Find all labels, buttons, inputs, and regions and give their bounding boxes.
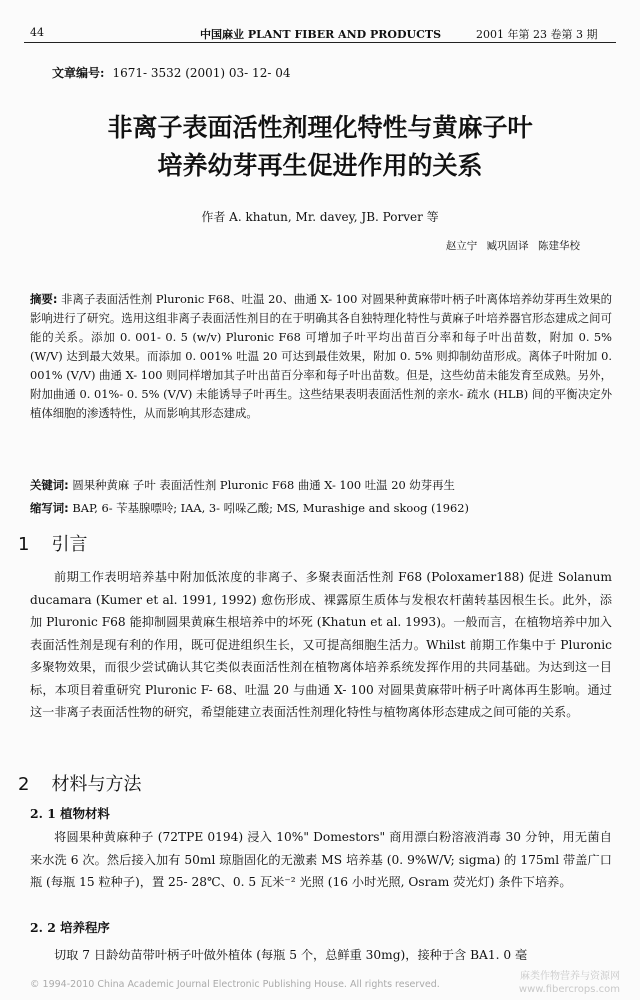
header-rule <box>24 42 616 43</box>
watermark-line-1: 麻类作物营养与资源网 <box>520 971 620 982</box>
section-1-paragraph: 前期工作表明培养基中附加低浓度的非离子、多聚表面活性剂 F68 (Poloxamer188) 促进 Solanum ducamara (Kumer et al. 1991, 1992) 愈伤形成、裸露原生质体与发根农杆菌转基因根生长。此外，添加 Pluronic F68 能抑制圆果黄麻生根培养中的坏死 (Khatun et al. 1993)。一般而言，在植物培养中加入表面活性剂是现有利的作用，既可促进组织生长，又可提高细胞生活力。Whilst 前期工作集中于 Pluronic 多聚物效果，而很少尝试确认其它类似表面活性剂在植物离体培养系统发挥作用的共同基础。为达到这一目标，本项目着重研究 Pluronic F- 68、吐温 20 与曲通 X- 100 对圆果黄麻带叶柄子叶离体再生影响。通过这一非离子表面活性物的研究，希望能建立表面活性剂理化特性与植物离体形态建成之间可能的关系。 <box>30 570 612 719</box>
page-number: 44 <box>30 26 44 39</box>
article-number-value: 1671- 3532 (2001) 03- 12- 04 <box>112 66 291 80</box>
keywords-label: 关键词: <box>30 478 69 492</box>
authors: 作者 A. khatun, Mr. davey, JB. Porver 等 <box>201 210 439 224</box>
abbreviations <box>30 500 612 516</box>
journal-name: 中国麻业 PLANT FIBER AND PRODUCTS <box>200 28 442 41</box>
issue-info: 2001 年第 23 卷第 3 期 <box>476 28 598 41</box>
watermark-line-2: www.fibercrops.com <box>518 984 620 995</box>
section-1-heading <box>18 530 87 556</box>
title-line-2: 培养幼芽再生促进作用的关系 <box>157 151 483 180</box>
copyright-footer: © 1994-2010 China Academic Journal Electronic Publishing House. All rights reserved. <box>30 979 440 990</box>
abbreviations-label: 缩写词: <box>30 501 69 515</box>
abstract-label: 摘要: <box>30 292 58 306</box>
subsection-2-1-paragraph: 将圆果种黄麻种子 (72TPE 0194) 浸入 10%" Domestors" 商用漂白粉溶液消毒 30 分钟，用无菌自来水洗 6 次。然后接入加有 50ml 琼脂固化的无激素 MS 培养基 (0. 9%W/V; sigma) 的 175ml 带盖广口瓶 (每瓶 15 粒种子)，置 25- 28℃、0. 5 瓦米⁻² 光照 (16 小时光照, Osram 荧光灯) 条件下培养。 <box>30 830 612 889</box>
section-2-heading <box>18 770 141 796</box>
section-1-number: 1 <box>18 534 30 555</box>
subsection-2-1-title: 2. 1 植物材料 <box>30 806 110 821</box>
article-number-label: 文章编号: <box>52 66 105 80</box>
abstract <box>30 290 612 423</box>
section-1-title: 引言 <box>51 534 88 555</box>
abbreviations-text: BAP, 6- 苄基腺嘌呤; IAA, 3- 吲哚乙酸; MS, Murashige and skoog (1962) <box>72 501 469 515</box>
watermark <box>519 970 620 996</box>
subsection-2-2-paragraph: 切取 7 日龄幼苗带叶柄子叶做外植体 (每瓶 5 个，总鲜重 30mg)，接种于含 BA1. 0 毫 <box>54 948 528 962</box>
abstract-text: 非离子表面活性剂 Pluronic F68、吐温 20、曲通 X- 100 对圆果种黄麻带叶柄子叶离体培养幼芽再生效果的影响进行了研究。选用这组非离子表面活性剂目的在于明确其各自独特理化特性与黄麻子叶培养器官形态建成之间可能的关系。添加 0. 001- 0. 5 (w/v) Pluronic F68 可增加子叶平均出苗百分率和每子叶出苗数，附加 0. 5% (W/V) 达到最大效果。而添加 0. 001% 吐温 20 可达到最佳效果，附加 0. 5% 则抑制幼苗形成。离体子叶附加 0. 001% (V/V) 曲通 X- 100 则同样增加其子叶出苗百分率和每子叶出苗数。但是，这些幼苗未能发育至成熟。另外，附加曲通 0. 01%- 0. 5% (V/V) 未能诱导子叶再生。这些结果表明表面活性剂的亲水- 疏水 (HLB) 间的平衡决定外植体细胞的渗透特性，从而影响其形态建成。 <box>30 292 612 420</box>
translators: 赵立宁 臧巩固译 陈建华校 <box>445 240 580 252</box>
keywords <box>30 477 612 493</box>
section-2-number: 2 <box>18 774 30 795</box>
article-number <box>52 64 290 81</box>
keywords-text: 圆果种黄麻 子叶 表面活性剂 Pluronic F68 曲通 X- 100 吐温 20 幼芽再生 <box>72 478 455 492</box>
subsection-2-2-title: 2. 2 培养程序 <box>30 920 110 935</box>
section-2-title: 材料与方法 <box>51 774 142 795</box>
title-line-1: 非离子表面活性剂理化特性与黄麻子叶 <box>107 113 533 142</box>
